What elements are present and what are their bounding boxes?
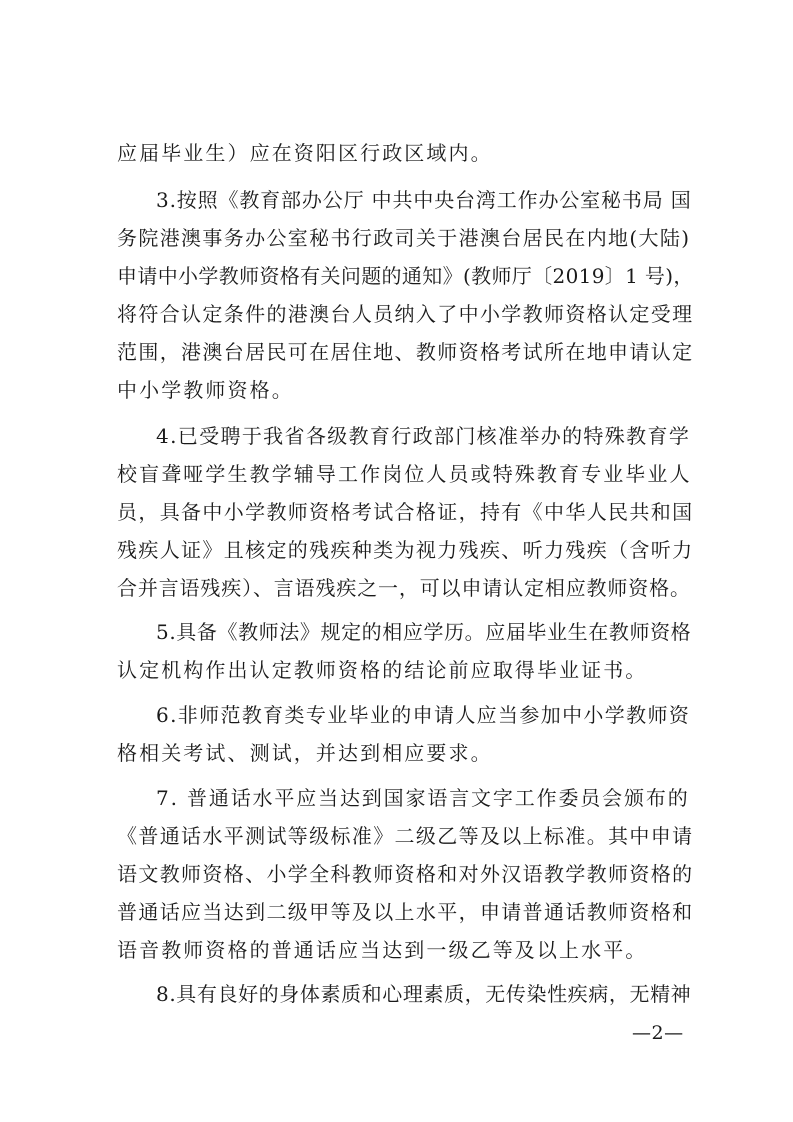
text-line: 4.已受聘于我省各级教育行政部门核准举办的特殊教育学	[156, 424, 691, 448]
text-line: 务院港澳事务办公室秘书行政司关于港澳台居民在内地(大陆)	[117, 226, 691, 250]
text-line: 申请中小学教师资格有关问题的通知》(教师厅〔2019〕1 号)，	[117, 264, 694, 288]
text-line: 员，具备中小学教师资格考试合格证，持有《中华人民共和国	[117, 500, 694, 524]
text-line: 认定机构作出认定教师资格的结论前应取得毕业证书。	[117, 658, 648, 682]
text-line: 普通话应当达到二级甲等及以上水平，申请普通话教师资格和	[117, 900, 694, 924]
text-line: 5.具备《教师法》规定的相应学历。应届毕业生在教师资格	[156, 620, 692, 644]
text-line: 范围，港澳台居民可在居住地、教师资格考试所在地申请认定	[117, 340, 694, 364]
text-line: 3.按照《教育部办公厅 中共中央台湾工作办公室秘书局 国	[156, 188, 692, 212]
text-line: 7. 普通话水平应当达到国家语言文字工作委员会颁布的	[156, 786, 690, 810]
text-line: 《普通话水平测试等级标准》二级乙等及以上标准。其中申请	[117, 824, 694, 848]
text-line: 语音教师资格的普通话应当达到一级乙等及以上水平。	[117, 938, 648, 962]
text-line: 6.非师范教育类专业毕业的申请人应当参加中小学教师资	[156, 703, 691, 727]
text-line: 中小学教师资格。	[117, 378, 294, 402]
text-line: 8.具有良好的身体素质和心理素质，无传染性疾病，无精神	[156, 982, 692, 1006]
text-line: 合并言语残疾）、言语残疾之一，可以申请认定相应教师资格。	[117, 576, 691, 600]
text-line: 残疾人证》且核定的残疾种类为视力残疾、听力残疾（含听力	[117, 538, 694, 562]
page-number: —2—	[632, 1022, 684, 1044]
text-line: 校盲聋哑学生教学辅导工作岗位人员或特殊教育专业毕业人	[117, 462, 692, 486]
text-line: 应届毕业生）应在资阳区行政区域内。	[117, 141, 493, 165]
text-line: 格相关考试、测试，并达到相应要求。	[117, 741, 493, 765]
text-line: 将符合认定条件的港澳台人员纳入了中小学教师资格认定受理	[117, 302, 694, 326]
text-line: 语文教师资格、小学全科教师资格和对外汉语教学教师资格的	[117, 862, 694, 886]
